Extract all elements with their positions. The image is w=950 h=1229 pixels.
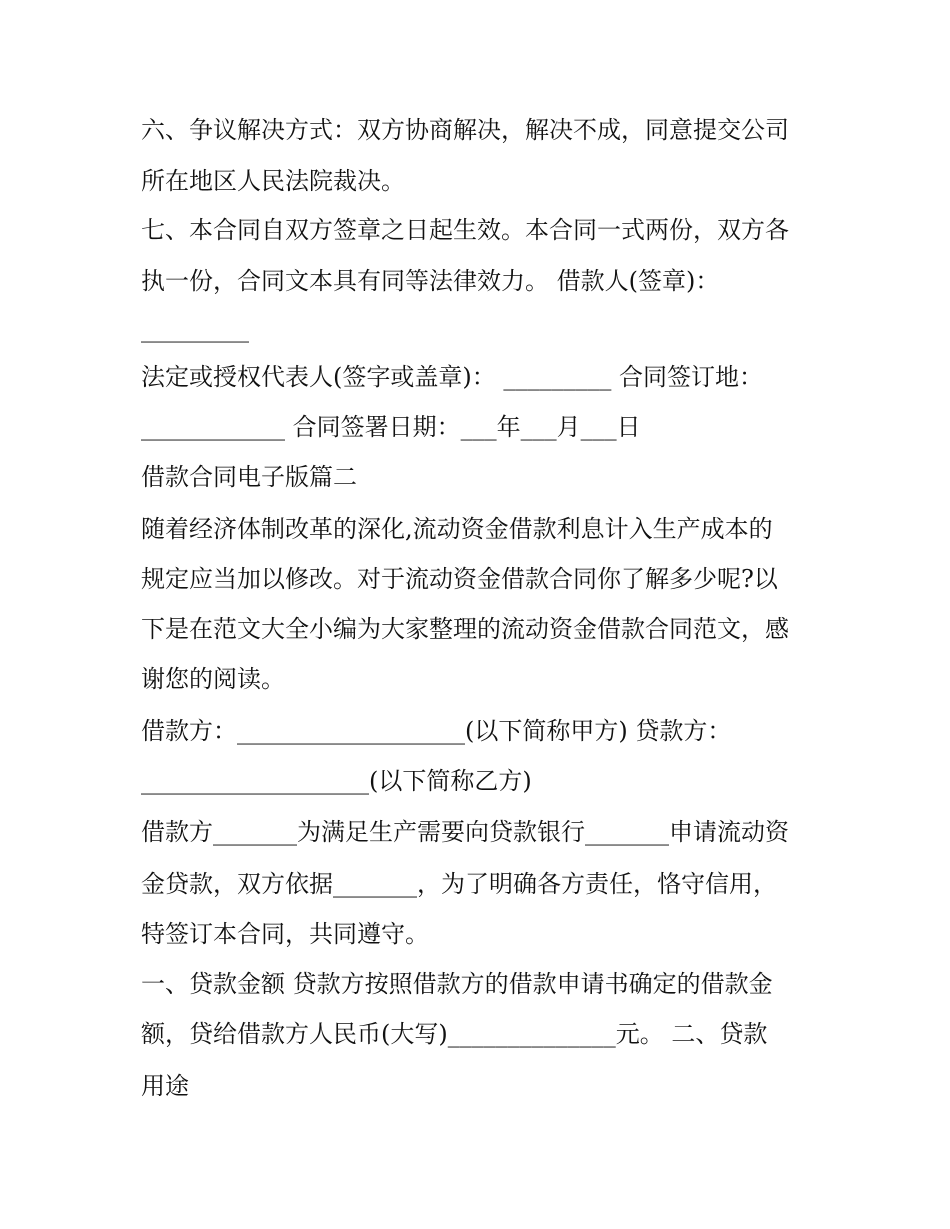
effective-clause-line-1: 七、本合同自双方签章之日起生效。本合同一式两份，双方各 — [141, 216, 789, 244]
effective-clause-line-2: 执一份，合同文本具有同等法律效力。 借款人(签章)： — [141, 267, 720, 295]
section-heading: 借款合同电子版篇二 — [141, 463, 357, 491]
loan-amount-line-1: 一、贷款金额 贷款方按照借款方的借款申请书确定的借款金 — [141, 970, 773, 998]
intro-paragraph-line-3: 下是在范文大全小编为大家整理的流动资金借款合同范文，感 — [141, 615, 789, 643]
dispute-resolution-line-1: 六、争议解决方式：双方协商解决，解决不成，同意提交公司 — [141, 116, 789, 144]
loan-purpose-line: 用途 — [141, 1072, 189, 1100]
preamble-line-1: 借款方_______为满足生产需要向贷款银行_______申请流动资 — [141, 818, 789, 846]
parties-line-2: ___________________(以下简称乙方) — [141, 767, 532, 795]
intro-paragraph-line-4: 谢您的阅读。 — [141, 665, 285, 693]
parties-line-1: 借款方：___________________(以下简称甲方) 贷款方： — [141, 717, 732, 745]
preamble-line-3: 特签订本合同，共同遵守。 — [141, 920, 429, 948]
dispute-resolution-line-2: 所在地区人民法院裁决。 — [141, 167, 405, 195]
preamble-line-2: 金贷款，双方依据_______，为了明确各方责任，恪守信用， — [141, 870, 777, 898]
signing-date-line: ____________ 合同签署日期：___年___月___日 — [141, 413, 641, 441]
borrower-signature-blank: _________ — [141, 315, 249, 343]
intro-paragraph-line-2: 规定应当加以修改。对于流动资金借款合同你了解多少呢?以 — [141, 565, 778, 593]
representative-signature-line: 法定或授权代表人(签字或盖章)： _________ 合同签订地： — [141, 363, 763, 391]
intro-paragraph-line-1: 随着经济体制改革的深化,流动资金借款利息计入生产成本的 — [141, 515, 773, 543]
loan-amount-line-2: 额，贷给借款方人民币(大写)______________元。 二、贷款 — [141, 1020, 768, 1048]
